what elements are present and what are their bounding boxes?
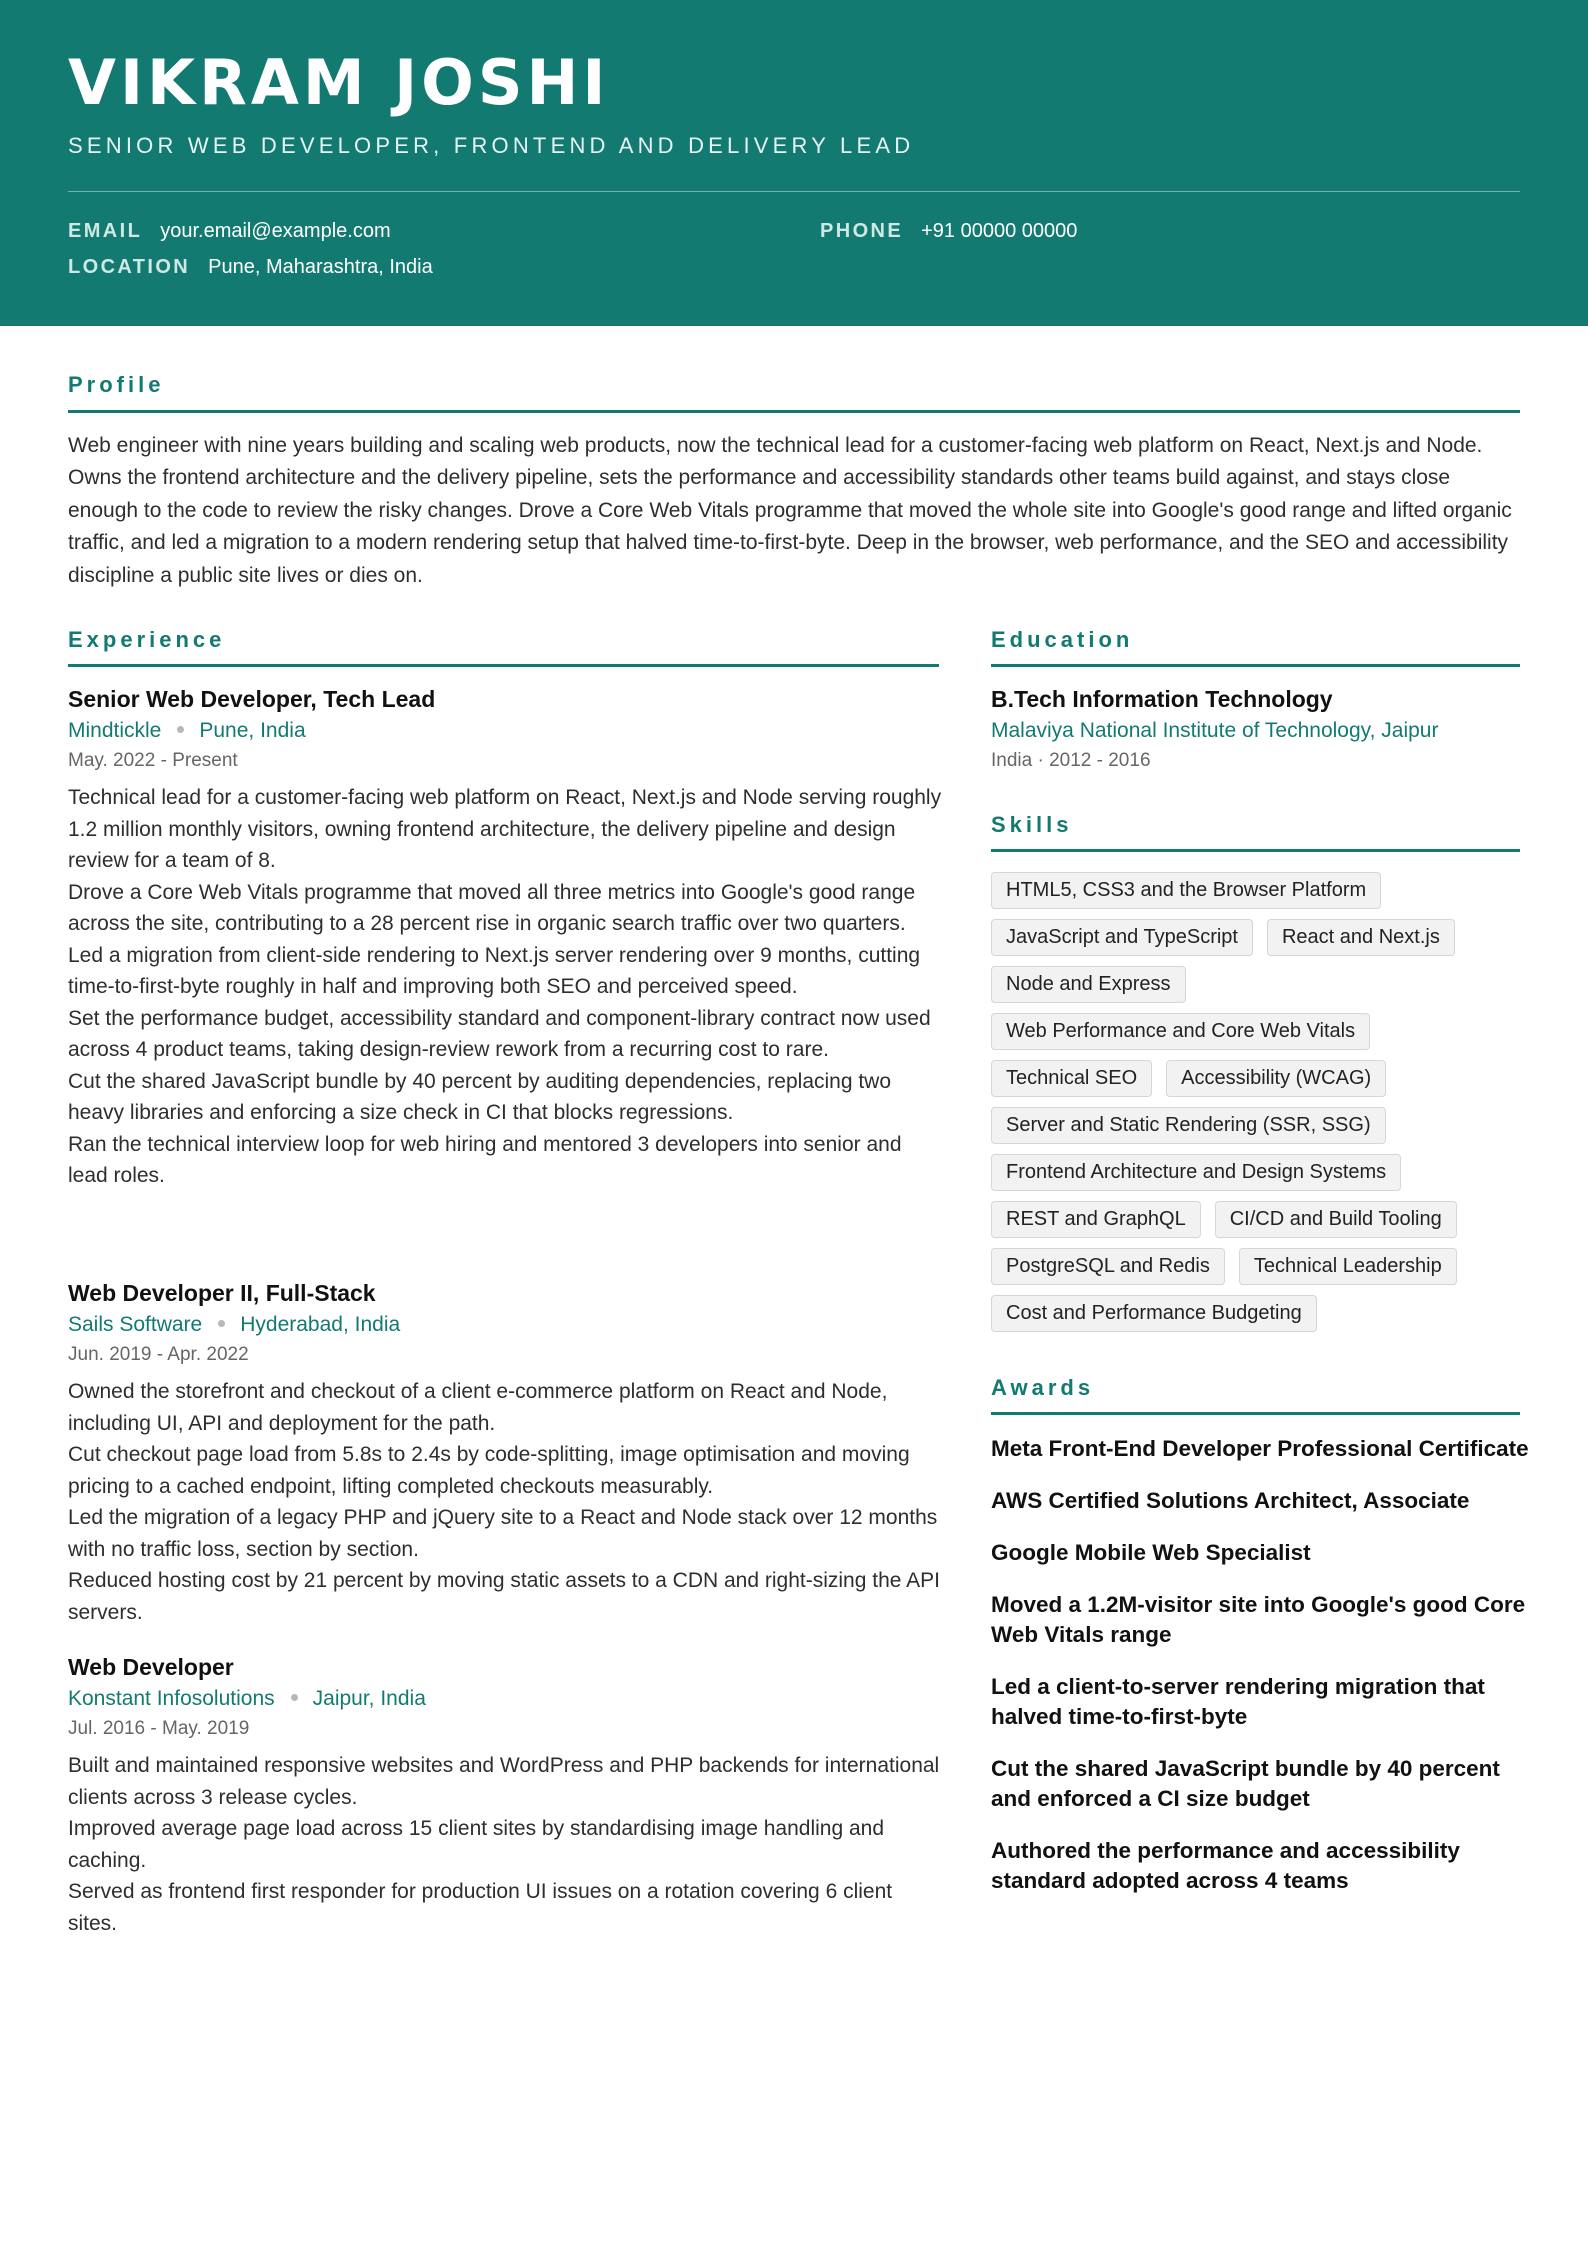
skills-list (991, 872, 1531, 1342)
job-entry (68, 684, 943, 1192)
skills-heading: Skills (991, 812, 1073, 837)
job-dates: Jul. 2016 - May. 2019 (68, 1718, 250, 1739)
skills-divider (991, 849, 1520, 852)
contact-phone (820, 218, 1077, 244)
resume-header (0, 0, 1588, 326)
job-bullet: Owned the storefront and checkout of a client e-commerce platform on React and Node, including UI, API and deployment for the path. (68, 1380, 888, 1435)
skill-row (991, 1154, 1531, 1191)
job-bullet: Cut the shared JavaScript bundle by 40 percent by auditing dependencies, replacing two heavy libraries and enforcing a size check in CI that blocks regressions. (68, 1069, 892, 1124)
candidate-headline: SENIOR WEB DEVELOPER, FRONTEND AND DELIVERY LEAD (68, 133, 915, 158)
skill-row (991, 966, 1531, 1003)
skill-chip: Node and Express (991, 966, 1186, 1003)
job-bullet: Technical lead for a customer-facing web platform on React, Next.js and Node serving roughly 1.2 million monthly visitors, owning frontend architecture, the delivery pipeline and design review for a team of 8. (68, 786, 942, 872)
profile-summary: Web engineer with nine years building and scaling web products, now the technical lead for a customer-facing web platform on React, Next.js and Node. Owns the frontend architecture and the delivery pipeline, sets the performance and accessibility standards other teams build against, and stays close enough to the code to review the risky changes. Drove a Core Web Vitals programme that moved the whole site into Google's good range and lifted organic traffic, and led a migration to a modern rendering setup that halved time-to-first-byte. Deep in the browser, web performance, and the SEO and accessibility discipline a public site lives or dies on. (68, 434, 1512, 587)
job-bullet: Ran the technical interview loop for web hiring and mentored 3 developers into senior and lead roles. (68, 1132, 902, 1187)
candidate-name: VIKRAM JOSHI (68, 46, 610, 119)
skill-chip: Technical Leadership (1239, 1248, 1457, 1285)
job-title: Web Developer (68, 1654, 234, 1680)
skill-row (991, 919, 1531, 956)
skill-row (991, 1201, 1531, 1238)
job-bullet: Drove a Core Web Vitals programme that moved all three metrics into Google's good range across the site, contributing to a 28 percent rise in organic search traffic over two quarters. (68, 880, 916, 935)
awards-heading: Awards (991, 1375, 1095, 1400)
contact-location (68, 254, 433, 280)
job-company-location (68, 1310, 943, 1340)
header-divider (68, 191, 1520, 192)
education-divider (991, 664, 1520, 667)
job-bullets (68, 782, 943, 1192)
award-item: Authored the performance and accessibility standard adopted across 4 teams (991, 1838, 1460, 1893)
award-item: AWS Certified Solutions Architect, Associate (991, 1488, 1470, 1513)
separator-dot (177, 726, 184, 733)
skill-chip: JavaScript and TypeScript (991, 919, 1253, 956)
education-entry (991, 684, 1521, 774)
separator-dot (218, 1320, 225, 1327)
skill-chip: Frontend Architecture and Design Systems (991, 1154, 1401, 1191)
education-meta: India · 2012 - 2016 (991, 750, 1151, 771)
skill-chip: Cost and Performance Budgeting (991, 1295, 1317, 1332)
skill-chip: PostgreSQL and Redis (991, 1248, 1225, 1285)
job-bullet: Led a migration from client-side rendering to Next.js server rendering over 9 months, cutting time-to-first-byte roughly in half and improving both SEO and perceived speed. (68, 943, 921, 998)
skill-chip: Accessibility (WCAG) (1166, 1060, 1386, 1097)
contact-label: LOCATION (68, 256, 191, 278)
profile-divider (68, 410, 1520, 413)
job-dates: May. 2022 - Present (68, 750, 238, 771)
skill-chip: Technical SEO (991, 1060, 1152, 1097)
school-name: Malaviya National Institute of Technology, Jaipur (991, 719, 1439, 742)
company-name: Konstant Infosolutions (68, 1687, 275, 1710)
experience-heading: Experience (68, 627, 226, 652)
award-item: Meta Front-End Developer Professional Certificate (991, 1436, 1529, 1461)
skill-row (991, 1248, 1531, 1285)
job-entry (68, 1652, 943, 1939)
profile-heading: Profile (68, 372, 165, 397)
skill-row (991, 1060, 1531, 1097)
award-item: Cut the shared JavaScript bundle by 40 percent and enforced a CI size budget (991, 1756, 1500, 1811)
email-value[interactable]: your.email@example.com (160, 220, 391, 242)
job-bullet: Built and maintained responsive websites and WordPress and PHP backends for international clients across 3 release cycles. (68, 1754, 940, 1809)
skill-chip: CI/CD and Build Tooling (1215, 1201, 1457, 1238)
skill-row (991, 1107, 1531, 1144)
education-heading: Education (991, 627, 1134, 652)
skill-chip: React and Next.js (1267, 919, 1455, 956)
contact-label: EMAIL (68, 220, 143, 242)
job-bullet: Served as frontend first responder for production UI issues on a rotation covering 6 client sites. (68, 1880, 893, 1935)
job-entry (68, 1278, 943, 1628)
skill-chip: HTML5, CSS3 and the Browser Platform (991, 872, 1381, 909)
awards-list (991, 1434, 1531, 1918)
degree-title: B.Tech Information Technology (991, 686, 1333, 712)
job-bullet: Led the migration of a legacy PHP and jQuery site to a React and Node stack over 12 months with no traffic loss, section by section. (68, 1506, 938, 1561)
job-bullet: Set the performance budget, accessibility standard and component-library contract now used across 4 product teams, taking design-review rework from a recurring cost to rare. (68, 1006, 931, 1061)
job-title: Senior Web Developer, Tech Lead (68, 686, 436, 712)
job-company-location (68, 1684, 943, 1714)
separator-dot (291, 1694, 298, 1701)
award-item: Led a client-to-server rendering migration that halved time-to-first-byte (991, 1674, 1485, 1729)
phone-value[interactable]: +91 00000 00000 (921, 220, 1078, 242)
skill-row (991, 872, 1531, 909)
contact-email (68, 218, 391, 244)
skill-row (991, 1295, 1531, 1332)
location-value: Pune, Maharashtra, India (208, 256, 433, 278)
job-bullets (68, 1376, 943, 1628)
job-location: Jaipur, India (312, 1687, 426, 1710)
job-dates: Jun. 2019 - Apr. 2022 (68, 1344, 249, 1365)
company-name: Sails Software (68, 1313, 203, 1336)
awards-divider (991, 1412, 1520, 1415)
job-bullet: Cut checkout page load from 5.8s to 2.4s by code-splitting, image optimisation and moving pricing to a cached endpoint, lifting completed checkouts measurably. (68, 1443, 910, 1498)
job-bullets (68, 1750, 943, 1939)
skill-chip: REST and GraphQL (991, 1201, 1201, 1238)
job-company-location (68, 716, 943, 746)
job-bullet: Reduced hosting cost by 21 percent by moving static assets to a CDN and right-sizing the API servers. (68, 1569, 940, 1624)
skill-chip: Web Performance and Core Web Vitals (991, 1013, 1370, 1050)
contact-label: PHONE (820, 220, 904, 242)
job-location: Pune, India (199, 719, 306, 742)
job-bullet: Improved average page load across 15 client sites by standardising image handling and caching. (68, 1817, 885, 1872)
job-title: Web Developer II, Full-Stack (68, 1280, 376, 1306)
award-item: Moved a 1.2M-visitor site into Google's good Core Web Vitals range (991, 1592, 1526, 1647)
award-item: Google Mobile Web Specialist (991, 1540, 1311, 1565)
experience-divider (68, 664, 939, 667)
job-location: Hyderabad, India (240, 1313, 401, 1336)
skill-row (991, 1013, 1531, 1050)
company-name: Mindtickle (68, 719, 162, 742)
skill-chip: Server and Static Rendering (SSR, SSG) (991, 1107, 1386, 1144)
